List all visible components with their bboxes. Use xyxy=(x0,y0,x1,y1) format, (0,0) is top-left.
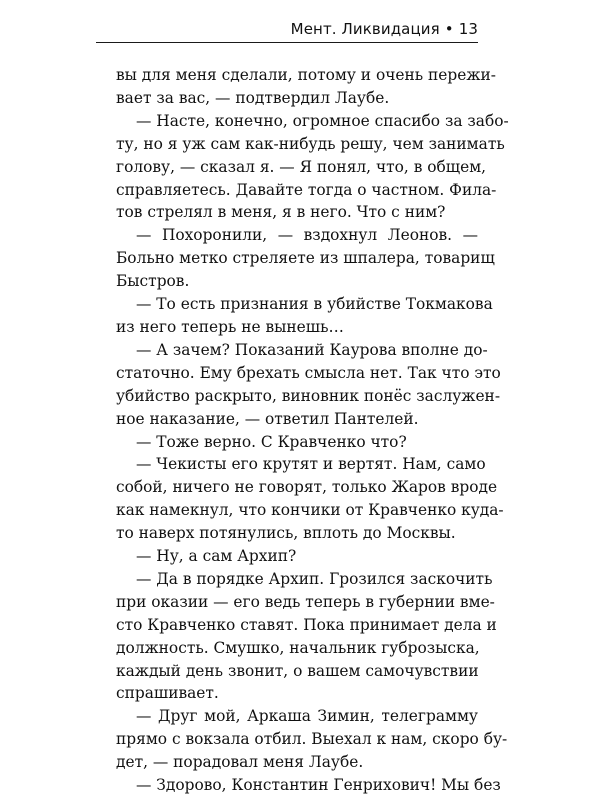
text-line: — А зачем? Показаний Каурова вполне до- xyxy=(136,340,488,359)
text-line: Больно метко стреляете из шпалера, товарищ xyxy=(116,249,495,268)
paragraph xyxy=(116,224,495,293)
text-line: спрашивает. xyxy=(116,684,219,703)
text-line: должность. Смушко, начальник губрозыска, xyxy=(116,638,480,657)
text-line: из него теперь не вынешь… xyxy=(116,317,344,336)
book-title: Мент. Ликвидация xyxy=(290,20,440,38)
text-line: — Да в порядке Архип. Грозился заскочить xyxy=(136,569,493,588)
header-separator: • xyxy=(444,20,454,38)
text-line: убийство раскрыто, виновник понёс заслужен- xyxy=(116,386,501,405)
running-header xyxy=(96,16,478,43)
text-line: дет, — порадовал меня Лаубе. xyxy=(116,753,364,772)
paragraph xyxy=(116,431,478,454)
text-line: статочно. Ему брехать смысла нет. Так что это xyxy=(116,363,501,382)
text-line: вы для меня сделали, потому и очень пережи- xyxy=(116,66,496,84)
text-line: при оказии — его ведь теперь в губернии вме- xyxy=(116,592,495,611)
text-line: — Чекисты его крутят и вертят. Нам, само xyxy=(136,455,486,474)
text-line: — Тоже верно. С Кравченко что? xyxy=(136,432,407,451)
text-line: ное наказание, — ответил Пантелей. xyxy=(116,409,419,428)
body-text xyxy=(116,64,509,797)
text-line: сто Кравченко ставят. Пока принимает дела и xyxy=(116,615,497,634)
text-line: — Ну, а сам Архип? xyxy=(136,547,297,566)
text-line: каждый день звонит, о вашем самочувствии xyxy=(116,661,479,680)
text-line: — То есть признания в убийстве Токмакова xyxy=(136,295,493,314)
text-line: прямо с вокзала отбил. Выехал к нам, скоро бу- xyxy=(116,730,508,749)
paragraph xyxy=(116,545,478,568)
paragraph xyxy=(116,339,501,431)
paragraph xyxy=(116,774,501,797)
text-line: тов стрелял в меня, я в него. Что с ним? xyxy=(116,203,446,222)
paragraph xyxy=(116,110,509,225)
text-line: справляетесь. Давайте тогда о частном. Фила- xyxy=(116,180,497,199)
text-line: ту, но я уж сам как-нибудь решу, чем занимать xyxy=(116,134,505,153)
page-number: 13 xyxy=(458,20,478,38)
text-line: Быстров. xyxy=(116,272,190,291)
text-line: голову, — сказал я. — Я понял, что, в общем, xyxy=(116,157,487,176)
text-line: собой, ничего не говорят, только Жаров вроде xyxy=(116,478,498,497)
text-line: вает за вас, — подтвердил Лаубе. xyxy=(116,88,390,107)
paragraph xyxy=(116,568,497,705)
text-line: то наверх потянулись, вплоть до Москвы. xyxy=(116,524,456,543)
paragraph xyxy=(116,453,504,545)
text-line: как намекнул, что кончики от Кравченко куда- xyxy=(116,501,504,520)
paragraph xyxy=(116,64,496,110)
text-line: — Друг мой, Аркаша Зимин, телеграмму xyxy=(136,707,478,726)
text-line: — Здорово, Константин Генрихович! Мы без xyxy=(136,776,501,795)
paragraph xyxy=(116,705,508,774)
paragraph xyxy=(116,293,493,339)
text-line: — Насте, конечно, огромное спасибо за забо- xyxy=(136,111,509,130)
text-line: — Похоронили, — вздохнул Леонов. — xyxy=(136,226,478,245)
